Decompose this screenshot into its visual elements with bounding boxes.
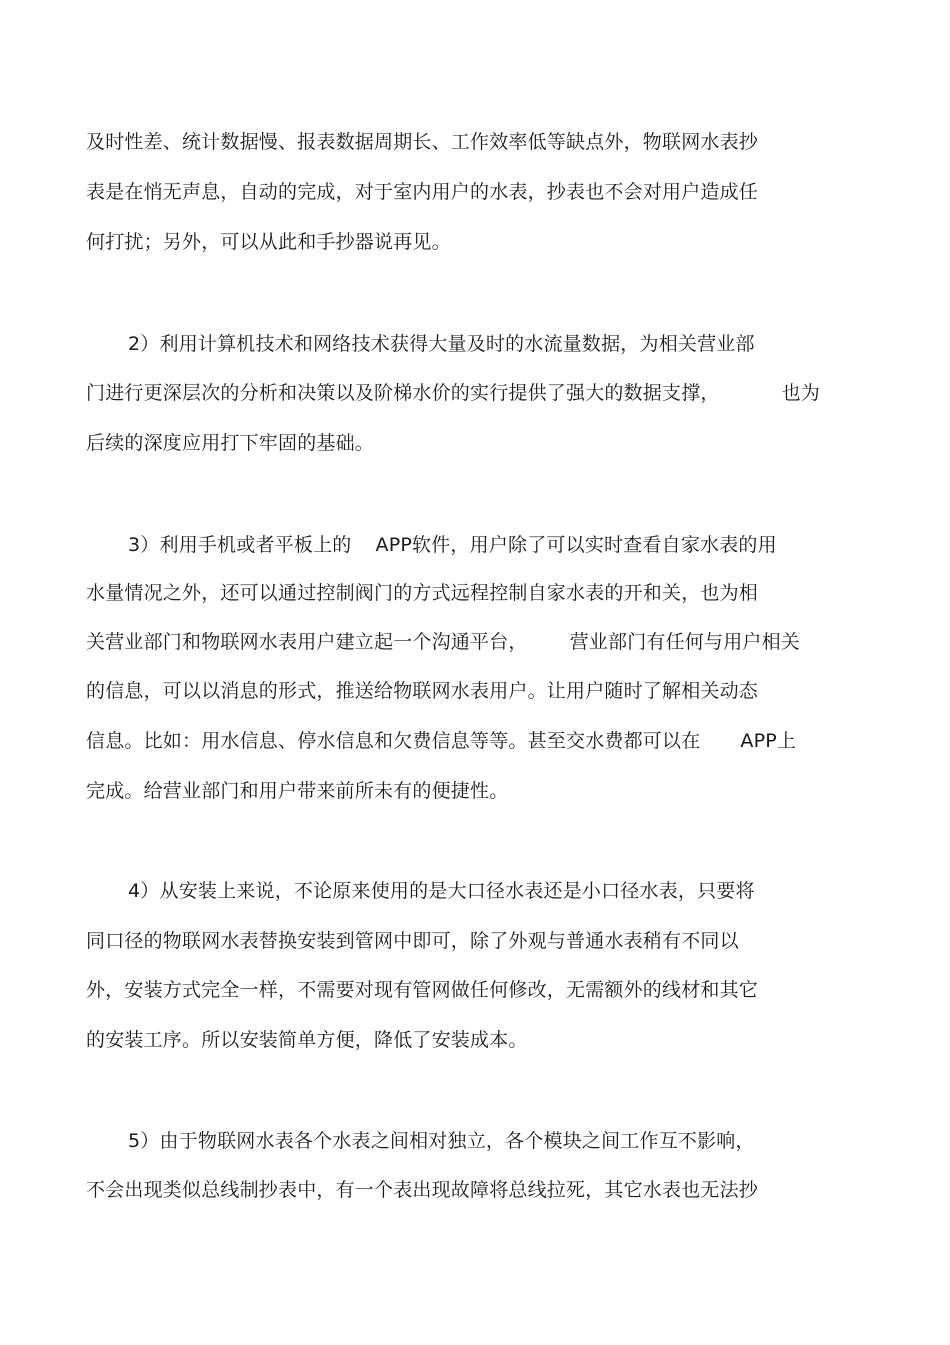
paragraph-4-line-2: 同口径的物联网水表替换安装到管网中即可，除了外观与普通水表稍有不同以 xyxy=(86,930,739,952)
paragraph-3-line-5-text: 信息。比如：用水信息、停水信息和欠费信息等等。甚至交水费都可以在 xyxy=(86,730,701,752)
paragraph-3-line-1 xyxy=(128,533,777,557)
paragraph-2-line-3: 后续的深度应用打下牢固的基础。 xyxy=(86,432,375,454)
paragraph-3-line-1-text: 3）利用手机或者平板上的 xyxy=(128,534,352,556)
paragraph-5-line-1: 5）由于物联网水表各个水表之间相对独立，各个模块之间工作互不影响， xyxy=(128,1130,755,1152)
paragraph-3-line-6: 完成。给营业部门和用户带来前所未有的便捷性。 xyxy=(86,780,509,802)
paragraph-4-line-4: 的安装工序。所以安装简单方便，降低了安装成本。 xyxy=(86,1029,528,1051)
paragraph-2-line-2-text: 门进行更深层次的分析和决策以及阶梯水价的实行提供了强大的数据支撑， xyxy=(86,382,720,404)
paragraph-4-line-1: 4）从安装上来说，不论原来使用的是大口径水表还是小口径水表，只要将 xyxy=(128,880,755,902)
paragraph-5-line-2: 不会出现类似总线制抄表中，有一个表出现故障将总线拉死，其它水表也无法抄 xyxy=(86,1179,759,1201)
paragraph-2-line-2 xyxy=(86,381,820,405)
paragraph-1-line-2: 表是在悄无声息，自动的完成，对于室内用户的水表，抄表也不会对用户造成任 xyxy=(86,181,759,203)
paragraph-1-line-3: 何打扰；另外，可以从此和手抄器说再见。 xyxy=(86,231,451,253)
paragraph-3-line-1-tail: APP软件，用户除了可以实时查看自家水表的用 xyxy=(375,534,777,556)
paragraph-4-line-3: 外，安装方式完全一样，不需要对现有管网做任何修改，无需额外的线材和其它 xyxy=(86,979,759,1001)
paragraph-2-line-2-tail: 也为 xyxy=(781,382,821,404)
paragraph-3-line-2: 水量情况之外，还可以通过控制阀门的方式远程控制自家水表的开和关，也为相 xyxy=(86,582,759,604)
paragraph-3-line-3-tail: 营业部门有任何与用户相关 xyxy=(569,631,801,653)
paragraph-3-line-4: 的信息，可以以消息的形式，推送给物联网水表用户。让用户随时了解相关动态 xyxy=(86,680,759,702)
paragraph-3-line-5 xyxy=(86,729,796,753)
paragraph-3-line-3-text: 关营业部门和物联网水表用户建立起一个沟通平台， xyxy=(86,631,528,653)
paragraph-2-line-1: 2）利用计算机技术和网络技术获得大量及时的水流量数据，为相关营业部 xyxy=(128,333,755,355)
paragraph-3-line-3 xyxy=(86,630,800,654)
paragraph-1-line-1: 及时性差、统计数据慢、报表数据周期长、工作效率低等缺点外，物联网水表抄 xyxy=(86,131,759,153)
paragraph-3-line-5-tail: APP上 xyxy=(740,730,797,752)
